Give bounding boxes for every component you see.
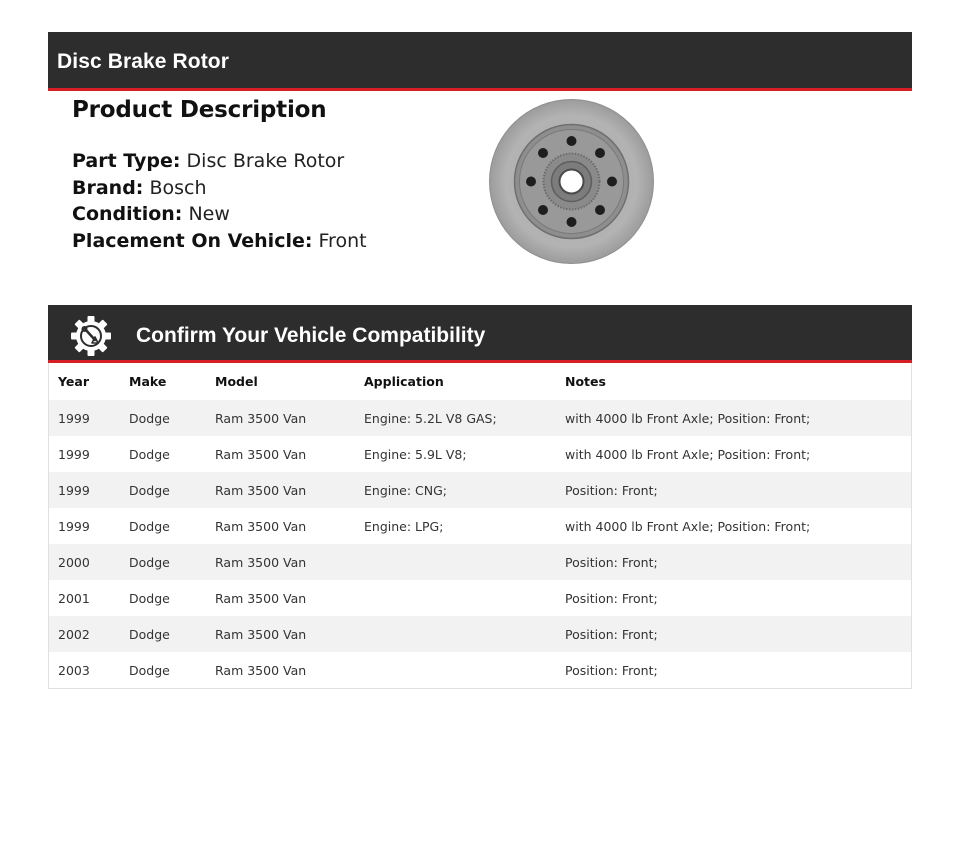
table-row	[49, 472, 911, 508]
cell-application: Engine: LPG;	[364, 508, 565, 544]
cell-model: Ram 3500 Van	[215, 472, 364, 508]
cell-application: Engine: 5.2L V8 GAS;	[364, 400, 565, 436]
cell-year: 1999	[49, 508, 129, 544]
table-row	[49, 508, 911, 544]
cell-model: Ram 3500 Van	[215, 544, 364, 580]
spec-label: Placement On Vehicle:	[72, 229, 313, 252]
cell-application	[364, 580, 565, 616]
cell-model: Ram 3500 Van	[215, 652, 364, 688]
compatibility-bar	[48, 305, 912, 363]
cell-notes: Position: Front;	[565, 616, 911, 652]
brake-rotor-image	[489, 99, 654, 264]
cell-application: Engine: 5.9L V8;	[364, 436, 565, 472]
spec-list	[72, 148, 367, 254]
spec-part-type	[72, 148, 367, 175]
cell-make: Dodge	[129, 472, 215, 508]
cell-make: Dodge	[129, 544, 215, 580]
cell-year: 2000	[49, 544, 129, 580]
table-row	[49, 616, 911, 652]
cell-year: 2003	[49, 652, 129, 688]
compatibility-title: Confirm Your Vehicle Compatibility	[136, 324, 486, 347]
product-description	[72, 97, 367, 254]
compatibility-table	[48, 363, 912, 689]
product-description-heading: Product Description	[72, 97, 327, 123]
table-header-row	[49, 363, 911, 400]
cell-model: Ram 3500 Van	[215, 436, 364, 472]
table-row	[49, 436, 911, 472]
cell-application	[364, 616, 565, 652]
cell-application: Engine: CNG;	[364, 472, 565, 508]
cell-year: 1999	[49, 400, 129, 436]
spec-label: Part Type:	[72, 150, 181, 172]
column-header-notes: Notes	[565, 374, 606, 389]
cell-year: 1999	[49, 472, 129, 508]
cell-make: Dodge	[129, 508, 215, 544]
spec-value: New	[188, 203, 230, 225]
cell-make: Dodge	[129, 400, 215, 436]
cell-make: Dodge	[129, 652, 215, 688]
table-row	[49, 580, 911, 616]
column-header-year: Year	[58, 374, 89, 389]
cell-model: Ram 3500 Van	[215, 616, 364, 652]
product-title: Disc Brake Rotor	[57, 50, 229, 73]
column-header-make: Make	[129, 374, 167, 389]
cell-notes: Position: Front;	[565, 472, 911, 508]
spec-condition	[72, 201, 367, 228]
column-header-model: Model	[215, 374, 258, 389]
gear-wrench-icon	[70, 315, 112, 357]
cell-model: Ram 3500 Van	[215, 400, 364, 436]
column-header-application: Application	[364, 374, 444, 389]
cell-application	[364, 652, 565, 688]
spec-value: Bosch	[149, 176, 207, 199]
cell-notes: Position: Front;	[565, 544, 911, 580]
cell-notes: Position: Front;	[565, 580, 911, 616]
spec-label: Brand:	[72, 176, 144, 199]
cell-year: 1999	[49, 436, 129, 472]
title-bar	[48, 32, 912, 91]
table-row	[49, 400, 911, 436]
spec-value: Disc Brake Rotor	[186, 150, 345, 172]
cell-notes: with 4000 lb Front Axle; Position: Front;	[565, 508, 911, 544]
spec-value: Front	[318, 229, 367, 252]
cell-make: Dodge	[129, 580, 215, 616]
cell-make: Dodge	[129, 616, 215, 652]
cell-model: Ram 3500 Van	[215, 580, 364, 616]
spec-brand	[72, 175, 367, 202]
cell-model: Ram 3500 Van	[215, 508, 364, 544]
cell-year: 2002	[49, 616, 129, 652]
cell-notes: with 4000 lb Front Axle; Position: Front;	[565, 400, 911, 436]
cell-year: 2001	[49, 580, 129, 616]
spec-placement	[72, 228, 367, 255]
cell-application	[364, 544, 565, 580]
table-row	[49, 544, 911, 580]
cell-make: Dodge	[129, 436, 215, 472]
table-row	[49, 652, 911, 688]
cell-notes: with 4000 lb Front Axle; Position: Front;	[565, 436, 911, 472]
cell-notes: Position: Front;	[565, 652, 911, 688]
spec-label: Condition:	[72, 203, 183, 225]
